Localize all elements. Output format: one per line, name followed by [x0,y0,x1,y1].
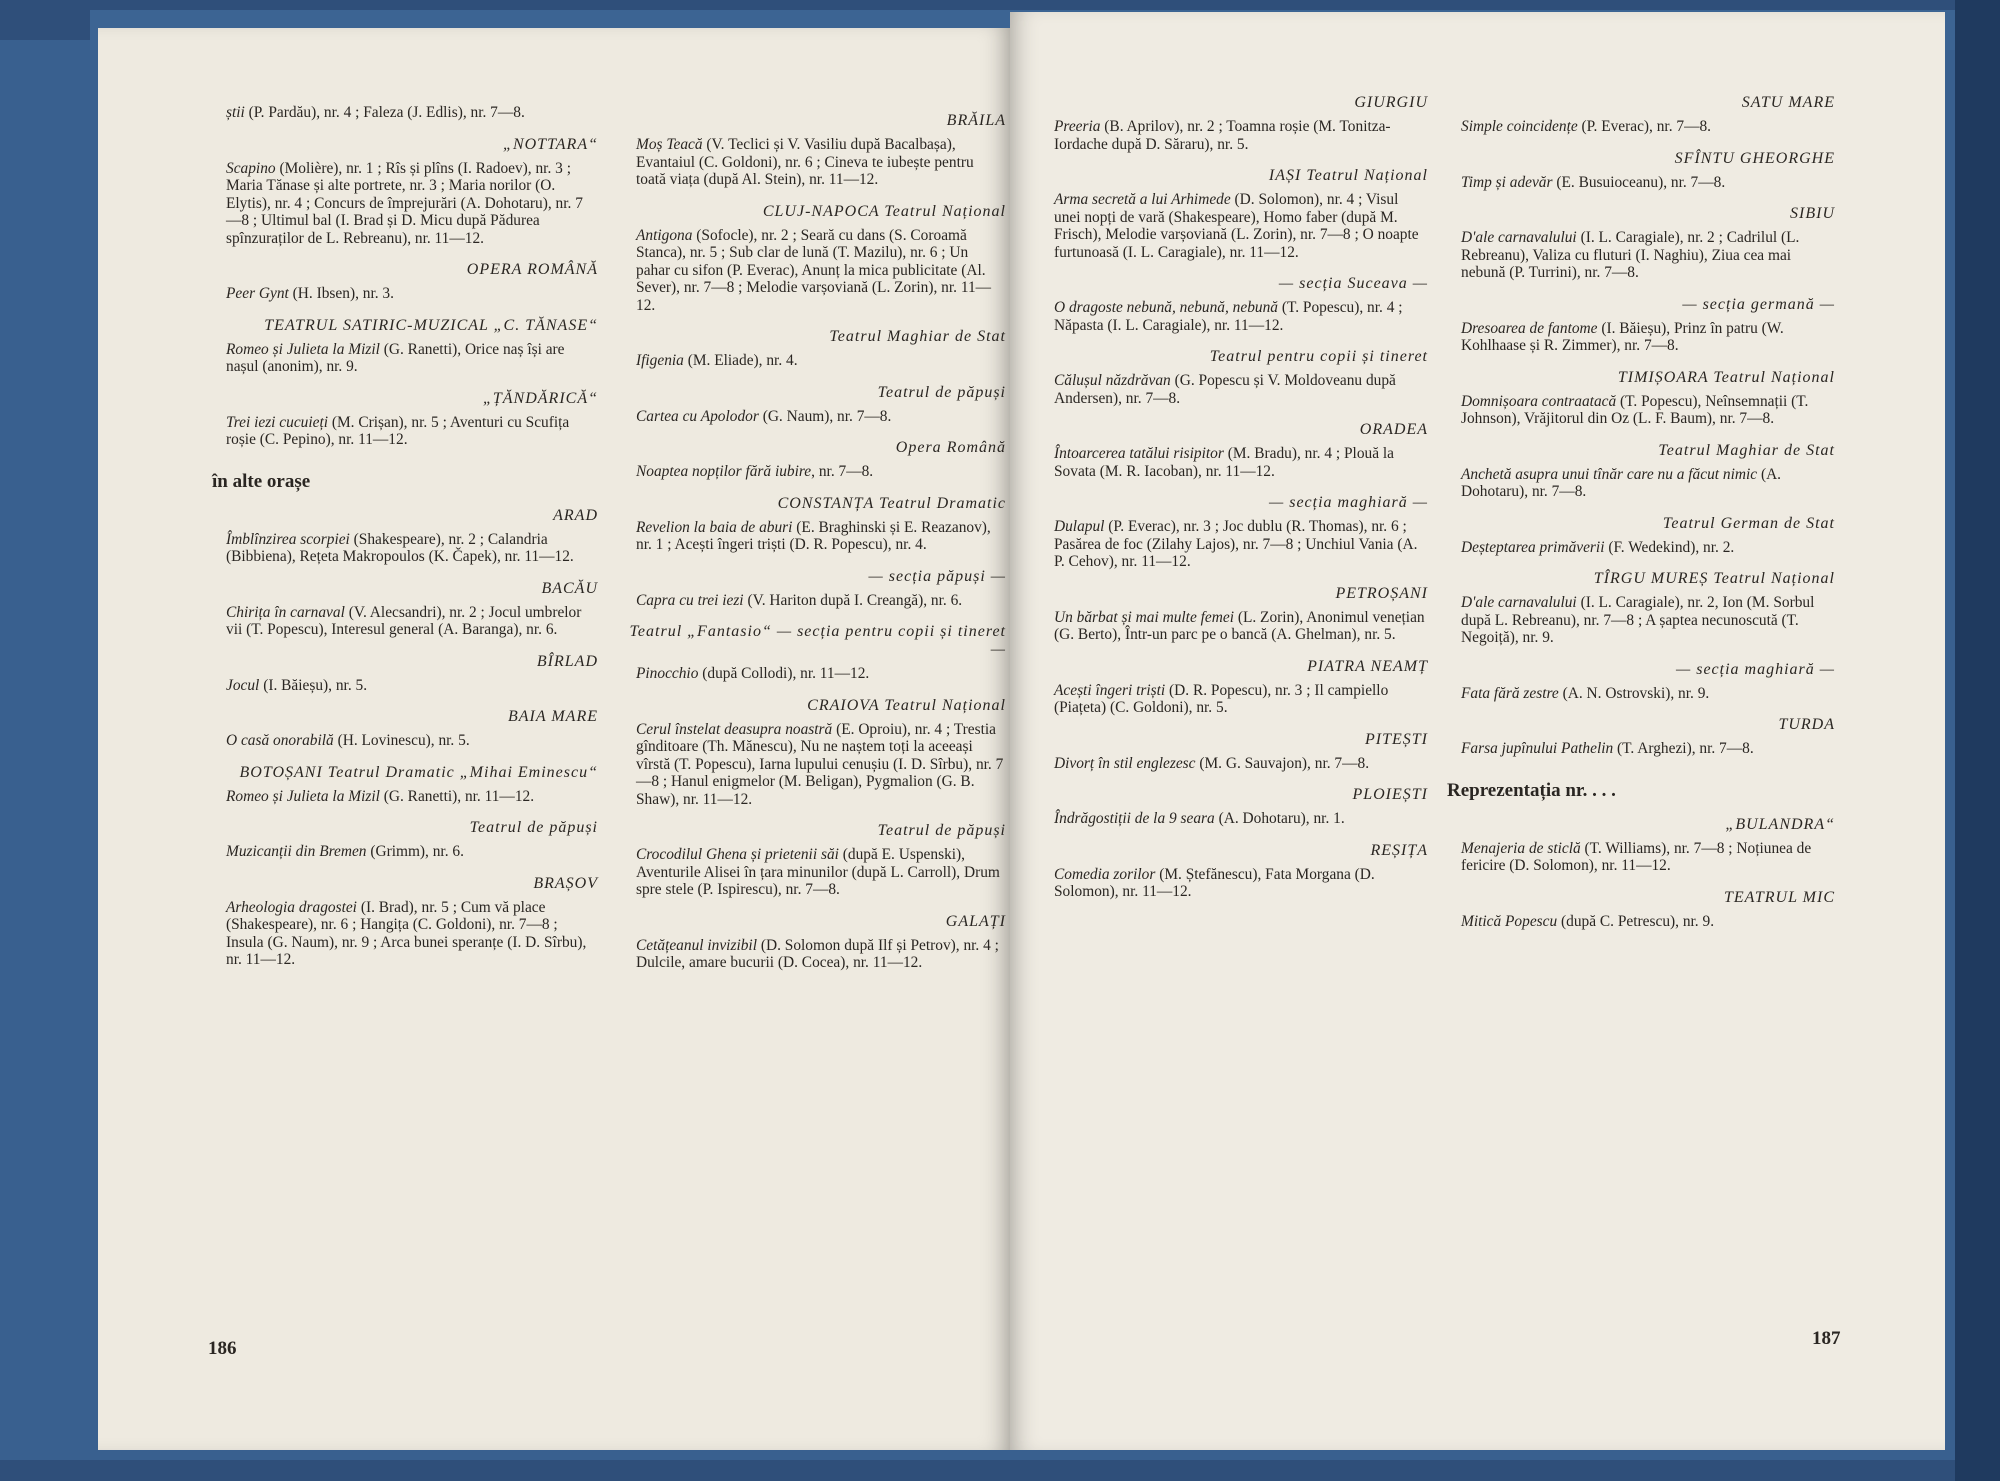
play-title: Preeria [1054,118,1101,135]
play-details: (G. Ranetti), Orice naș își are nașul (anonim), nr. 9. [226,340,565,375]
play-entry [212,341,598,376]
play-entry [622,352,1006,370]
play-title: Domnișoara contraatacă [1461,392,1617,410]
section-heading: ORADEA [1359,421,1428,438]
section-heading: PITEȘTI [1365,730,1428,748]
play-entry [212,899,598,969]
play-entry [1040,682,1428,717]
play-title: Muzicanții din Bremen [226,843,367,860]
play-title: Îmblînzirea scorpiei [226,530,350,548]
section-heading: BAIA MARE [507,708,598,725]
section-heading: TURDA [1778,716,1835,733]
play-details: (G. Naum), nr. 7—8. [758,407,892,425]
section-title: în alte orașe [212,470,311,492]
play-details: (M. Eliade), nr. 4. [683,352,798,369]
play-entry [212,732,598,750]
play-entry [622,408,1006,426]
section-heading: „BULANDRA“ [1725,815,1835,833]
play-title: Timp și adevăr [1461,173,1553,191]
play-details: (după E. Uspenski), Aventurile Alisei în țara minunilor (după L. Carroll), Drum spre stele (P. Ispirescu), nr. 7—8. [636,846,1000,898]
play-details: (T. Popescu), nr. 4 ; Năpasta (I. L. Caragiale), nr. 11—12. [1054,299,1403,334]
section-heading: GALAȚI [945,912,1006,930]
play-details: (E. Braghinski și E. Reazanov), nr. 1 ; Acești îngeri triști (D. R. Popescu), nr. 4. [636,518,991,553]
play-title: Menajeria de sticlă [1461,839,1581,857]
play-title: D'ale carnavalului [1461,229,1577,246]
play-details: (D. Solomon), nr. 4 ; Visul unei nopți de vară (Shakespeare), Homo faber (după M. Frisch), Melodie varșoviană (L. Zorin), nr. 7—8 ; O noapte furtunoasă (I. L. Caragiale), nr. 11—12. [1054,191,1419,261]
play-entry [1040,191,1428,261]
play-title: Farsa jupînului Pathelin [1461,740,1614,757]
play-title: Chirița în carnaval [226,603,345,621]
play-entry [212,788,598,806]
play-entry [622,227,1006,315]
play-details: (H. Ibsen), nr. 3. [288,285,394,302]
section-heading: Teatrul German de Stat [1662,514,1835,532]
section-heading: BRĂILA [946,112,1006,129]
section-heading: CRAIOVA Teatrul Național [807,696,1006,714]
play-entry [1447,740,1835,758]
play-details: (P. Pardău), nr. 4 ; Faleza (J. Edlis), nr. 7—8. [244,104,525,121]
play-details: (F. Wedekind), nr. 2. [1604,538,1735,556]
play-details: (I. L. Caragiale), nr. 2 ; Cadrilul (L. Rebreanu), Valiza cu fluturi (I. Naghiu), Ziua cea mai nebună (P. Turrini), nr. 7—8. [1461,229,1800,281]
section-heading: Teatrul de păpuși [469,819,598,836]
play-title: Acești îngeri triști [1054,681,1166,699]
play-details: (I. Brad), nr. 5 ; Cum vă place (Shakespeare), nr. 6 ; Hangița (C. Goldoni), nr. 7—8 ; Insula (G. Naum), nr. 9 ; Arca bunei speranțe (I. D. Sîrbu), nr. 11—12. [226,898,587,968]
play-title: Deșteptarea primăverii [1461,538,1605,556]
play-title: Pinocchio [636,665,699,682]
play-title: Simple coincidențe [1461,118,1578,135]
section-heading: — secția maghiară — [1269,494,1428,511]
play-details: (după C. Petrescu), nr. 9. [1557,912,1715,930]
play-details: (Sofocle), nr. 2 ; Seară cu dans (S. Coroamă Stanca), nr. 5 ; Sub clar de lună (T. Mazilu), nr. 6 ; Un pahar cu sifon (P. Everac), Anunț la mica publicitate (Al. Sever), nr. 7—8 ; Melodie varșoviană (L. Zorin), nr. 11—12. [636,226,992,314]
play-entry [1040,866,1428,901]
play-title: Călușul năzdrăvan [1054,372,1171,389]
play-details: (M. Crișan), nr. 5 ; Aventuri cu Scufița roșie (C. Pepino), nr. 11—12. [226,413,570,448]
play-title: O dragoste nebună, nebună, nebună [1054,299,1278,316]
column-4 [1447,80,1835,930]
play-title: O casă onorabilă [226,732,334,749]
play-entry [1447,685,1835,703]
play-entry [1447,174,1835,192]
play-details: (P. Everac), nr. 3 ; Joc dublu (R. Thomas), nr. 6 ; Pasărea de foc (Zilahy Lajos), nr. 7—8 ; Unchiul Vania (A. P. Cehov), nr. 11—12. [1054,518,1418,570]
play-details: (G. Popescu și V. Moldoveanu după Andersen), nr. 7—8. [1054,372,1396,407]
section-heading: — secția maghiară — [1676,660,1835,678]
play-title: Moș Teacă [636,136,703,153]
play-details: (E. Busuioceanu), nr. 7—8. [1552,173,1726,191]
play-title: Trei iezi cucuieți [226,413,329,431]
play-title: Dresoarea de fantome [1461,319,1598,337]
column-1 [212,98,598,969]
section-heading: Teatrul Maghiar de Stat [829,328,1006,345]
play-title: Arheologia dragostei [226,898,357,916]
play-details: (T. Arghezi), nr. 7—8. [1613,740,1754,757]
play-entry [622,937,1006,972]
play-details: (M. Bradu), nr. 4 ; Plouă la Sovata (M. R. Iacoban), nr. 11—12. [1054,445,1395,480]
section-heading: — secția germană — [1682,295,1835,313]
play-details: (I. Băieșu), Prinz în patru (W. Kohlhaase și R. Zimmer), nr. 7—8. [1461,319,1784,354]
play-title: Cartea cu Apolodor [636,407,759,425]
play-title: Noaptea nopților fără iubire [636,463,812,480]
play-entry [1040,299,1428,334]
play-entry [1040,118,1428,153]
play-title: Crocodilul Ghena și prietenii săi [636,846,839,863]
play-entry [1447,466,1835,501]
section-heading: SIBIU [1790,205,1835,222]
play-entry [1040,810,1428,828]
play-entry [1447,594,1835,647]
book-cover-edge [1955,0,2000,1481]
play-entry [1447,913,1835,931]
play-title: Întoarcerea tatălui risipitor [1054,445,1224,462]
play-entry [1447,393,1835,428]
play-entry [1447,320,1835,355]
play-details: (D. R. Popescu), nr. 3 ; Il campiello (Piațeta) (C. Goldoni), nr. 5. [1054,681,1389,716]
section-heading: BÎRLAD [536,652,598,670]
play-title: Un bărbat și mai multe femei [1054,608,1234,626]
section-heading: PLOIEȘTI [1352,786,1428,803]
play-details: (D. Solomon după Ilf și Petrov), nr. 4 ; Dulcile, amare bucurii (D. Cocea), nr. 11—12. [636,936,999,971]
play-details: (Molière), nr. 1 ; Rîs și plîns (I. Radoev), nr. 3 ; Maria Tănase și alte portrete, nr. 3 ; Maria norilor (O. Elytis), nr. 4 ; Concurs de împrejurări (A. Dohotaru), nr. 7—8 ; Ultimul bal (I. Brad și D. Micu după Pădurea spînzuraților de L. Rebreanu), nr. 11—12. [226,159,583,247]
section-heading: TIMIȘOARA Teatrul Național [1617,368,1835,386]
play-entry [212,414,598,449]
play-entry [622,846,1006,899]
play-details: (H. Lovinescu), nr. 5. [333,732,470,749]
section-heading: CONSTANȚA Teatrul Dramatic [777,494,1006,512]
section-heading: Opera Română [895,439,1006,456]
play-entry [212,604,598,639]
play-entry [1040,609,1428,644]
play-title: Comedia zorilor [1054,865,1156,883]
play-details: (V. Hariton după I. Creangă), nr. 6. [743,591,963,609]
play-entry [212,677,598,695]
play-details: (E. Oproiu), nr. 4 ; Trestia gînditoare (Th. Mănescu), Nu ne naștem toți la aceeași vîrstă (T. Popescu), Iarna lupului cenușiu (I. D. Sîrbu), nr. 7—8 ; Hanul enigmelor (M. Beligan), Pygmalion (G. B. Shaw), nr. 11—12. [636,720,1004,808]
play-title: Mitică Popescu [1461,912,1558,930]
play-title: Antigona [636,226,693,244]
play-entry [622,463,1006,481]
section-heading: „ȚĂNDĂRICĂ“ [482,389,598,407]
play-title: Scapino [226,159,276,177]
section-heading: SFÎNTU GHEORGHE [1674,149,1835,167]
play-title: Romeo și Julieta la Mizil [226,340,380,358]
play-title: Arma secretă a lui Arhimede [1054,191,1231,208]
section-heading: CLUJ-NAPOCA Teatrul Național [762,202,1006,220]
play-details: (T. Williams), nr. 7—8 ; Noțiunea de fericire (D. Solomon), nr. 11—12. [1461,839,1812,874]
section-heading: TÎRGU MUREȘ Teatrul Național [1593,570,1835,587]
section-heading: ARAD [553,506,598,524]
play-entry [622,721,1006,809]
play-entry [212,285,598,303]
play-details: (B. Aprilov), nr. 2 ; Toamna roșie (M. Tonitza-Iordache după D. Săraru), nr. 5. [1054,118,1391,153]
section-heading: REȘIȚA [1370,841,1428,859]
play-title: Peer Gynt [226,285,289,302]
play-title: Fata fără zestre [1461,684,1559,702]
section-heading: GIURGIU [1354,94,1428,111]
section-heading: PETROȘANI [1335,584,1428,602]
play-entry [1040,755,1428,773]
play-title: Capra cu trei iezi [636,591,744,609]
play-title: Jocul [226,676,260,694]
section-heading: — secția Suceava — [1278,275,1428,292]
section-title: Reprezentația nr. . . . [1447,779,1616,801]
play-details: (T. Popescu), Neînsemnații (T. Johnson), Vrăjitorul din Oz (L. F. Baum), nr. 7—8. [1461,392,1809,427]
play-title: Dulapul [1054,518,1105,535]
play-entry [1040,518,1428,571]
page-number-right: 187 [1812,1328,1841,1349]
section-heading: Teatrul „Fantasio“ — secția pentru copii și tineret — [629,623,1006,658]
play-details: (I. Băieșu), nr. 5. [259,676,368,694]
play-details: (M. Ștefănescu), Fata Morgana (D. Solomon), nr. 11—12. [1054,865,1375,900]
play-title: Divorț în stil englezesc [1054,754,1196,772]
section-heading: Teatrul Maghiar de Stat [1658,441,1835,459]
play-title: Revelion la baia de aburi [636,518,793,536]
section-heading: „NOTTARA“ [503,135,598,153]
play-details: (I. L. Caragiale), nr. 2, Ion (M. Sorbul după L. Rebreanu), nr. 7—8 ; A șaptea necunoscută (T. Negoiță), nr. 9. [1461,594,1815,646]
section-heading: BOTOȘANI Teatrul Dramatic „Mihai Eminescu“ [239,763,598,781]
play-details: (M. G. Sauvajon), nr. 7—8. [1195,754,1370,772]
column-3 [1040,80,1428,901]
play-details: (G. Ranetti), nr. 11—12. [379,787,535,805]
section-heading: BRAȘOV [533,874,598,892]
play-entry [622,665,1006,683]
section-heading: SATU MARE [1741,94,1835,111]
play-title: Îndrăgostiții de la 9 seara [1054,810,1215,827]
section-heading: PIATRA NEAMȚ [1307,657,1428,675]
play-title: știi [226,104,245,121]
page-number-left: 186 [208,1338,237,1359]
section-heading: Teatrul pentru copii și tineret [1209,348,1428,365]
section-heading: BACĂU [541,579,598,597]
play-entry [212,843,598,861]
play-entry [1447,118,1835,136]
section-heading: OPERA ROMÂNĂ [466,261,598,278]
play-title: Romeo și Julieta la Mizil [226,787,380,805]
play-entry [622,592,1006,610]
play-entry [212,160,598,248]
play-entry [622,519,1006,554]
play-title: Cetățeanul invizibil [636,936,757,954]
play-entry [1447,229,1835,282]
play-entry [212,531,598,566]
play-details: , nr. 7—8. [811,463,874,480]
section-heading: TEATRUL SATIRIC-MUZICAL „C. TĂNASE“ [264,316,598,334]
section-heading: Teatrul de păpuși [877,822,1006,839]
play-title: Cerul înstelat deasupra noastră [636,720,833,738]
play-details: (A. Dohotaru), nr. 7—8. [1461,465,1782,500]
play-details: (Shakespeare), nr. 2 ; Calandria (Bibbiena), Rețeta Makropoulos (K. Čapek), nr. 11—12. [226,530,574,565]
play-details: (V. Alecsandri), nr. 2 ; Jocul umbrelor vii (T. Popescu), Interesul general (A. Baranga), nr. 6. [226,603,582,638]
play-title: D'ale carnavalului [1461,594,1577,611]
play-entry [1447,539,1835,557]
play-title: Anchetă asupra unui tînăr care nu a făcut nimic [1461,465,1758,483]
play-entry [622,136,1006,189]
section-heading: TEATRUL MIC [1723,888,1835,906]
play-details: (A. Dohotaru), nr. 1. [1214,810,1345,827]
play-entry [1040,445,1428,480]
column-2 [622,98,1006,972]
play-details: (A. N. Ostrovski), nr. 9. [1558,684,1710,702]
section-heading: IAȘI Teatrul Național [1268,167,1428,184]
play-entry [1447,840,1835,875]
play-title: Ifigenia [636,352,684,369]
play-entry [212,104,598,122]
play-details: (V. Teclici și V. Vasiliu după Bacalbașa), Evantaiul (C. Goldoni), nr. 6 ; Cineva te iubește pentru toată viața (după Al. Stein), nr. 11—12. [636,136,974,188]
play-details: (după Collodi), nr. 11—12. [698,665,870,682]
section-heading: Teatrul de păpuși [877,383,1006,401]
play-entry [1040,372,1428,407]
play-details: (L. Zorin), Anonimul venețian (G. Berto), Într-un parc pe o bancă (A. Ghelman), nr. 5. [1054,608,1425,643]
play-details: (Grimm), nr. 6. [366,843,464,860]
play-details: (P. Everac), nr. 7—8. [1577,118,1712,135]
section-heading: — secția păpuși — [868,567,1006,585]
